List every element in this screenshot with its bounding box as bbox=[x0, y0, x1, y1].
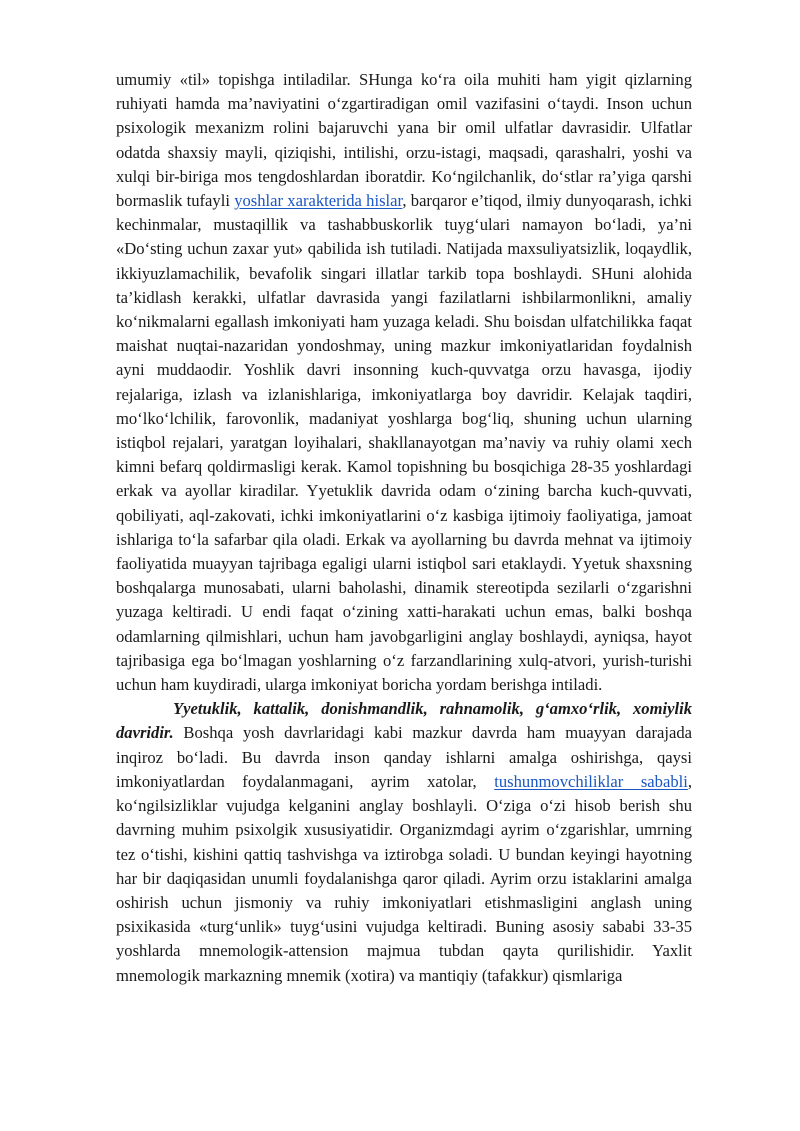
paragraph-2-lead: Yyetuklik, kattalik, donishmandlik, rahnamolik, g‘amxo‘rlik, xomiylik davridir. bbox=[116, 699, 692, 743]
paragraph-2 bbox=[116, 697, 692, 987]
link-yoshlar-xarakterida-hislar[interactable]: yoshlar xarakterida hislar bbox=[234, 191, 403, 211]
paragraph-2-text-end: , ko‘ngilsizliklar vujudga kelganini anglay boshlayli. O‘ziga o‘zi hisob berish shu davrning muhim psixolgik xususiyatidir. Organizmdagi ayrim o‘zgarishlar, umrning tez o‘tishi, kishini qattiq tashvishga va iztirobga soladi. U bundan keyingi hayotning har bir daqiqasidan unumli foydalanishga qaror qiladi. Ayrim orzu istaklarini amalga oshirish uchun jismoniy va ruhiy imkoniyatlari etishmasligini anglash uning psixikasida «turg‘unlik» tuyg‘usini vujudga keltiradi. Buning asosiy sababi 33-35 yoshlarda mnemologik-attension majmua tubdan qayta qurilishidir. Yaxlit mnemologik markazning mnemik (xotira) va mantiqiy (tafakkur) qismlariga bbox=[116, 771, 693, 985]
paragraph-1 bbox=[116, 68, 692, 697]
link-tushunmovchiliklar-sababli[interactable]: tushunmovchiliklar sababli bbox=[494, 771, 688, 791]
paragraph-1-text-end: , barqaror e’tiqod, ilmiy dunyoqarash, ichki kechinmalar, mustaqillik va tashabbuskorlik tuyg‘ulari namayon bo‘ladi, ya’ni «Do‘sting uchun zaxar yut» qabilida ish tutiladi. Natijada maxsuliyatsizlik, loqaydlik, ikkiyuzlamachilik, bevafolik singari illatlar tarkib topa boshlaydi. SHuni alohida ta’kidlash kerakki, ulfatlar davrasida yangi fazilatlarni ishbilarmonlikni, amaliy ko‘nikmalarni egallash imkoniyati ham yuzaga keladi. Shu boisdan ulfatchilikka faqat maishat nuqtai-nazaridan yondoshmay, uning mazkur imkoniyatlaridan foydalnish ayni muddaodir. Yoshlik davri insonning kuch-quvvatga orzu havasga, ijodiy rejalariga, izlash va izlanishlariga, imkoniyatlarga boy davridir. Kelajak taqdiri, mo‘lko‘lchilik, farovonlik, madaniyat yoshlarga bog‘liq, shuning uchun ularning istiqbol rejalari, yaratgan loyihalari, shakllanayotgan ma’naviy va ruhiy olami xech kimni befarq qoldirmasligi kerak. Kamol topishning bu bosqichiga 28-35 yoshlardagi erkak va ayollar kiradilar. Yyetuklik davrida odam o‘zining barcha kuch-quvvati, qobiliyati, aql-zakovati, ichki imkoniyatlarini o‘z kasbiga ijtimoiy faoliyatiga, jamoat ishlariga to‘la safarbar qila oladi. Erkak va ayollarning bu davrda mehnat va ijtimoiy faoliyatida muayyan tajribaga egaligi ularni istiqbol sari etaklaydi. Yyetuk shaxsning boshqalarga munosabati, ularni baholashi, dinamik stereotipda sezilarli o‘zgarishni yuzaga keltiradi. U endi faqat o‘zining xatti-harakati uchun emas, balki boshqa odamlarning qilmishlari, uchun ham javobgarligini anglay boshlaydi, ayniqsa, hayot tajribasiga ega bo‘lmagan yoshlarning o‘z farzandlarining xulq-atvori, yurish-turishi uchun ham kuydiradi, ularga imkoniyat boricha yordam berishga intiladi. bbox=[116, 191, 692, 695]
paragraph-2-text-start: Boshqa yosh davrlaridagi kabi mazkur davrda ham muayyan darajada inqiroz bo‘ladi. Bu davrda inson qanday ishlarni amalga oshirishga, qaysi imkoniyatlardan foydalanmagani, ayrim xatolar, bbox=[116, 723, 692, 791]
document-page bbox=[116, 68, 692, 988]
paragraph-1-text-start: umumiy «til» topishga intiladilar. SHunga ko‘ra oila muhiti ham yigit qizlarning ruhiyati hamda ma’naviyatini o‘zgartiradigan omil vazifasini o‘taydi. Inson uchun psixologik mexanizm rolini bajaruvchi yana bir omil ulfatlar davrasidir. Ulfatlar odatda shaxsiy mayli, qiziqishi, intilishi, orzu-istagi, maqsadi, qarashalri, yoshi va xulqi bir-biriga mos tengdoshlardan iboratdir. Ko‘ngilchanlik, do‘stlar ra’yiga qarshi bormaslik tufayli bbox=[116, 70, 692, 211]
